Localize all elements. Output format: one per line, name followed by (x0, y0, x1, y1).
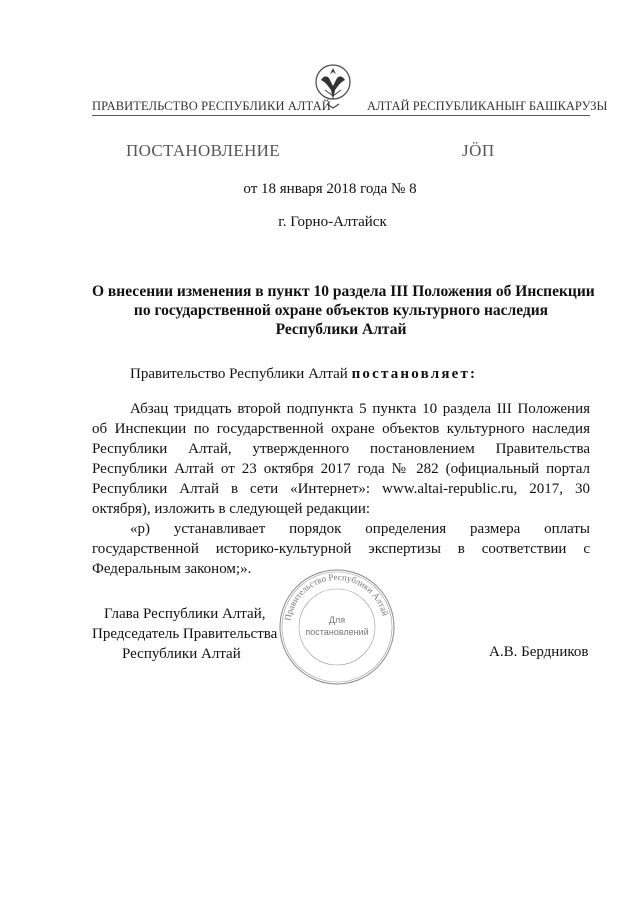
seal-ring-text: Правительство Республики Алтай (282, 571, 391, 622)
signature-line: Председатель Правительства (92, 626, 278, 642)
city-line: г. Горно-Алтайск (278, 214, 387, 230)
document-body (92, 399, 590, 579)
signatory-name: А.В. Бердников (489, 644, 589, 660)
title-line: Республики Алтай (275, 321, 407, 338)
signature-line: Глава Республики Алтай, (104, 606, 266, 622)
decree-verb: постановляет: (351, 366, 478, 382)
header-rule (92, 115, 590, 116)
decree-line (130, 366, 477, 383)
document-title (92, 282, 595, 339)
signature-position (92, 604, 277, 664)
doc-type-ru: ПОСТАНОВЛЕНИЕ (126, 141, 280, 160)
decree-prefix: Правительство Республики Алтай (130, 366, 348, 382)
body-paragraph: «р) устанавливает порядок определения размера оплаты государственной историко-культурной экспертизы в соответствии с Федеральным законом;». (92, 521, 590, 577)
date-line: от 18 января 2018 года № 8 (243, 181, 417, 197)
doc-type-alt: JӦП (462, 141, 495, 160)
official-seal (277, 567, 397, 687)
seal-inner-line: постановлений (305, 627, 369, 637)
title-line: по государственной охране объектов культурного наследия (133, 302, 549, 319)
header-left: ПРАВИТЕЛЬСТВО РЕСПУБЛИКИ АЛТАЙ (92, 99, 331, 113)
header-right: АЛТАЙ РЕСПУБЛИКАНЫҤ БАШКАРУЗЫ (367, 99, 608, 113)
seal-inner-line: Для (328, 615, 346, 625)
title-line: О внесении изменения в пункт 10 раздела III Положения об Инспекции (92, 283, 595, 300)
signature-line: Республики Алтай (122, 646, 241, 662)
body-paragraph: Абзац тридцать второй подпункта 5 пункта 10 раздела III Положения об Инспекции по государственной охране объектов культурного наследия Республики Алтай, утвержденного постановлением Правительства Республики Алтай от 23 октября 2017 года № 282 (официальный портал Республики Алтай в сети «Интернет»: www.altai-republic.ru, 2017, 30 октября), изложить в следующей редакции: (92, 401, 590, 517)
